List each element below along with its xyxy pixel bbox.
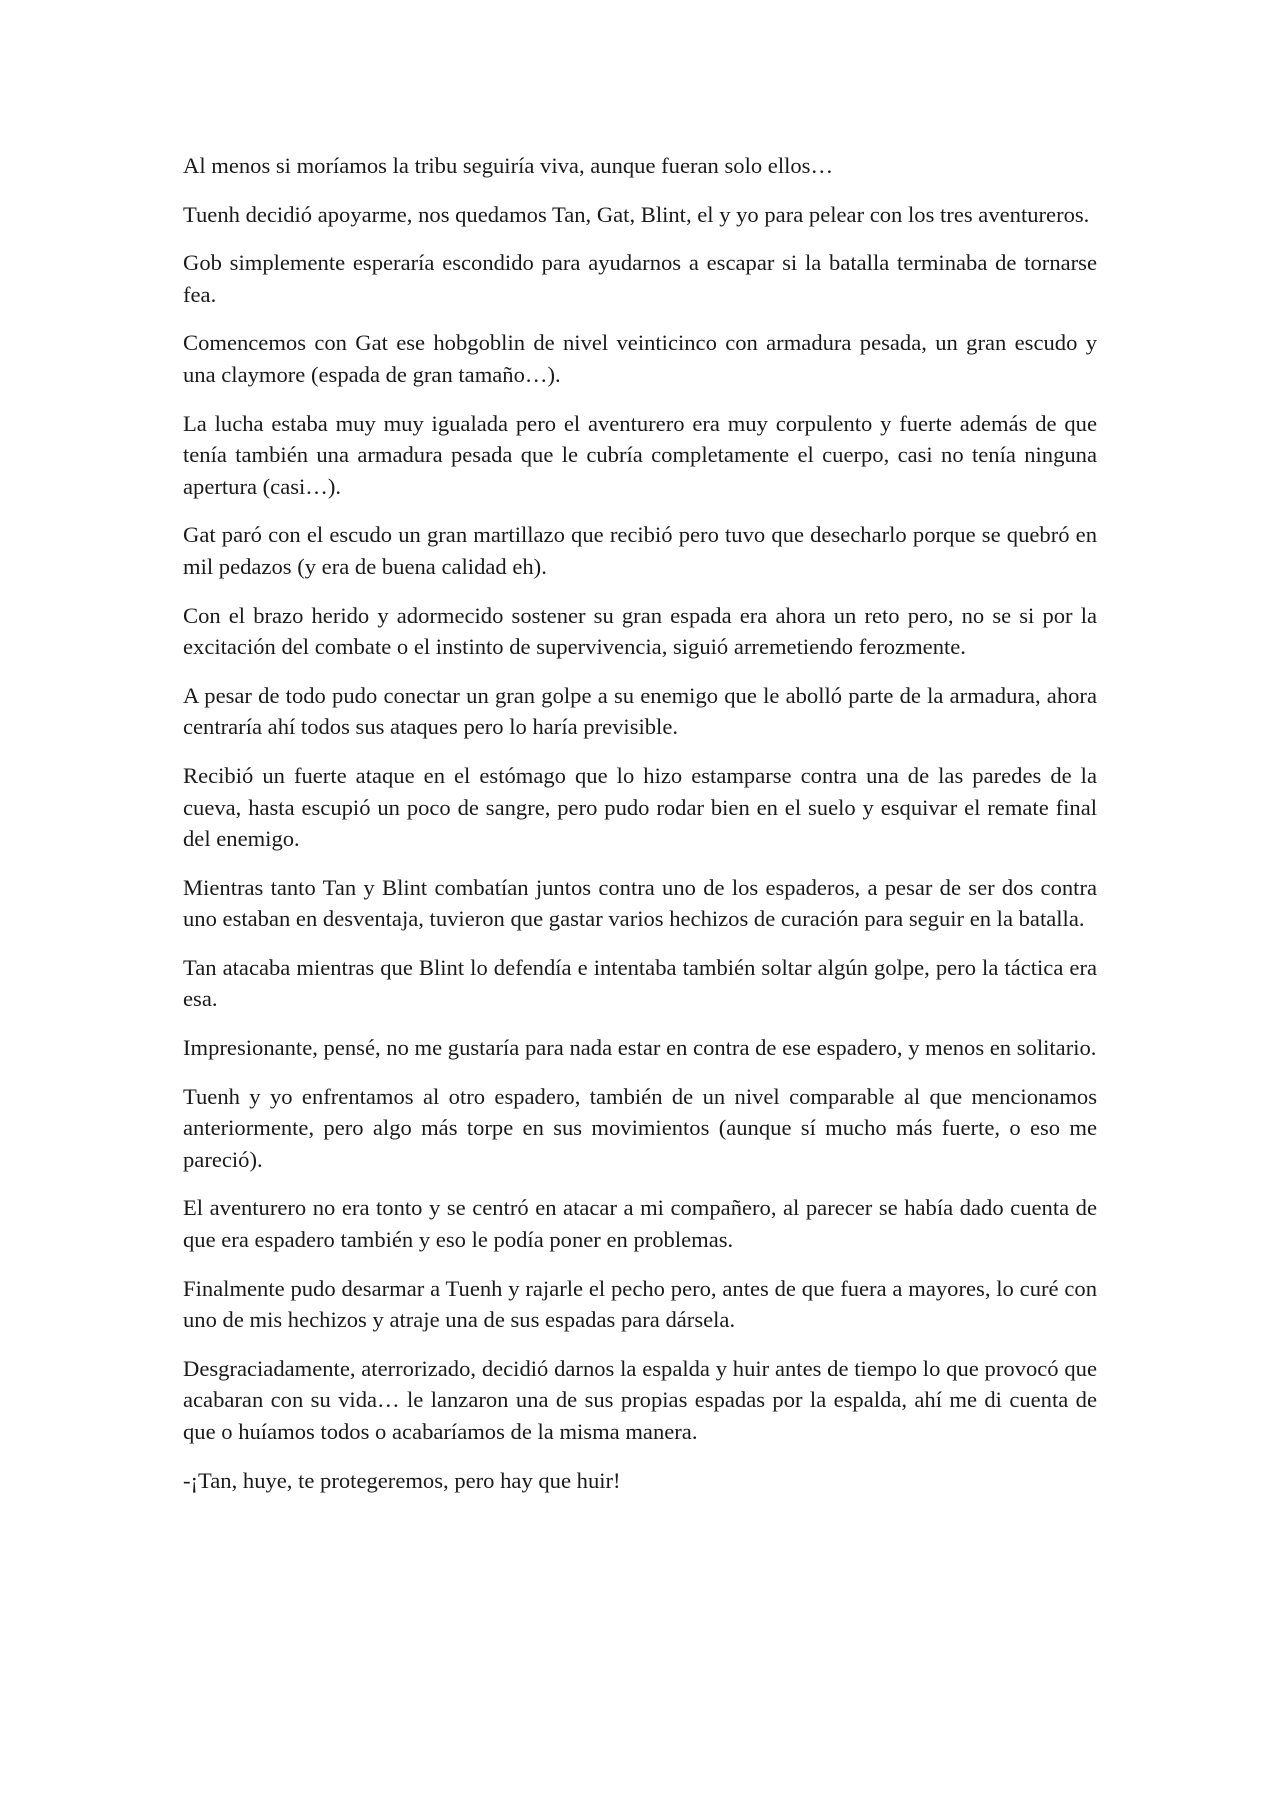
- paragraph: La lucha estaba muy muy igualada pero el aventurero era muy corpulento y fuerte además de que tenía también una armadura pesada que le cubría completamente el cuerpo, casi no tenía ninguna apertura (casi…).: [183, 410, 1097, 499]
- paragraph: Tan atacaba mientras que Blint lo defendía e intentaba también soltar algún golpe, pero la táctica era esa.: [183, 954, 1097, 1012]
- paragraph: Al menos si moríamos la tribu seguiría viva, aunque fueran solo ellos…: [183, 153, 834, 178]
- paragraph: Con el brazo herido y adormecido sostener su gran espada era ahora un reto pero, no se si por la excitación del combate o el instinto de supervivencia, siguió arremetiendo ferozmente.: [183, 602, 1097, 660]
- paragraph: A pesar de todo pudo conectar un gran golpe a su enemigo que le abolló parte de la armadura, ahora centraría ahí todos sus ataques pero lo haría previsible.: [183, 682, 1097, 740]
- paragraph: Gob simplemente esperaría escondido para ayudarnos a escapar si la batalla terminaba de tornarse fea.: [183, 250, 1097, 307]
- paragraph: Mientras tanto Tan y Blint combatían juntos contra uno de los espaderos, a pesar de ser dos contra uno estaban en desventaja, tuvieron que gastar varios hechizos de curación para seguir en la batalla.: [183, 874, 1097, 932]
- paragraph: Impresionante, pensé, no me gustaría para nada estar en contra de ese espadero, y menos en solitario.: [183, 1035, 1097, 1061]
- paragraph: Comencemos con Gat ese hobgoblin de nivel veinticinco con armadura pesada, un gran escudo y una claymore (espada de gran tamaño…).: [183, 330, 1097, 387]
- paragraph: Tuenh y yo enfrentamos al otro espadero, también de un nivel comparable al que mencionamos anteriormente, pero algo más torpe en sus movimientos (aunque sí mucho más fuerte, o eso me pareció).: [183, 1083, 1097, 1172]
- paragraph: El aventurero no era tonto y se centró en atacar a mi compañero, al parecer se había dado cuenta de que era espadero también y eso le podía poner en problemas.: [183, 1195, 1097, 1253]
- body-text: [183, 150, 1097, 1513]
- paragraph: Finalmente pudo desarmar a Tuenh y rajarle el pecho pero, antes de que fuera a mayores, lo curé con uno de mis hechizos y atraje una de sus espadas para dársela.: [183, 1275, 1097, 1333]
- paragraph: Gat paró con el escudo un gran martillazo que recibió pero tuvo que desecharlo porque se quebró en mil pedazos (y era de buena calidad eh).: [183, 522, 1097, 579]
- paragraph: Desgraciadamente, aterrorizado, decidió darnos la espalda y huir antes de tiempo lo que provocó que acabaran con su vida… le lanzaron una de sus propias espadas por la espalda, ahí me di cuenta de que o huíamos todos o acabaríamos de la misma manera.: [183, 1355, 1097, 1444]
- dialogue-line: -¡Tan, huye, te protegeremos, pero hay que huir!: [183, 1467, 621, 1493]
- paragraph: Recibió un fuerte ataque en el estómago que lo hizo estamparse contra una de las paredes de la cueva, hasta escupió un poco de sangre, pero pudo rodar bien en el suelo y esquivar el remate final del enemigo.: [183, 762, 1097, 852]
- paragraph: Tuenh decidió apoyarme, nos quedamos Tan, Gat, Blint, el y yo para pelear con los tres aventureros.: [183, 201, 1090, 227]
